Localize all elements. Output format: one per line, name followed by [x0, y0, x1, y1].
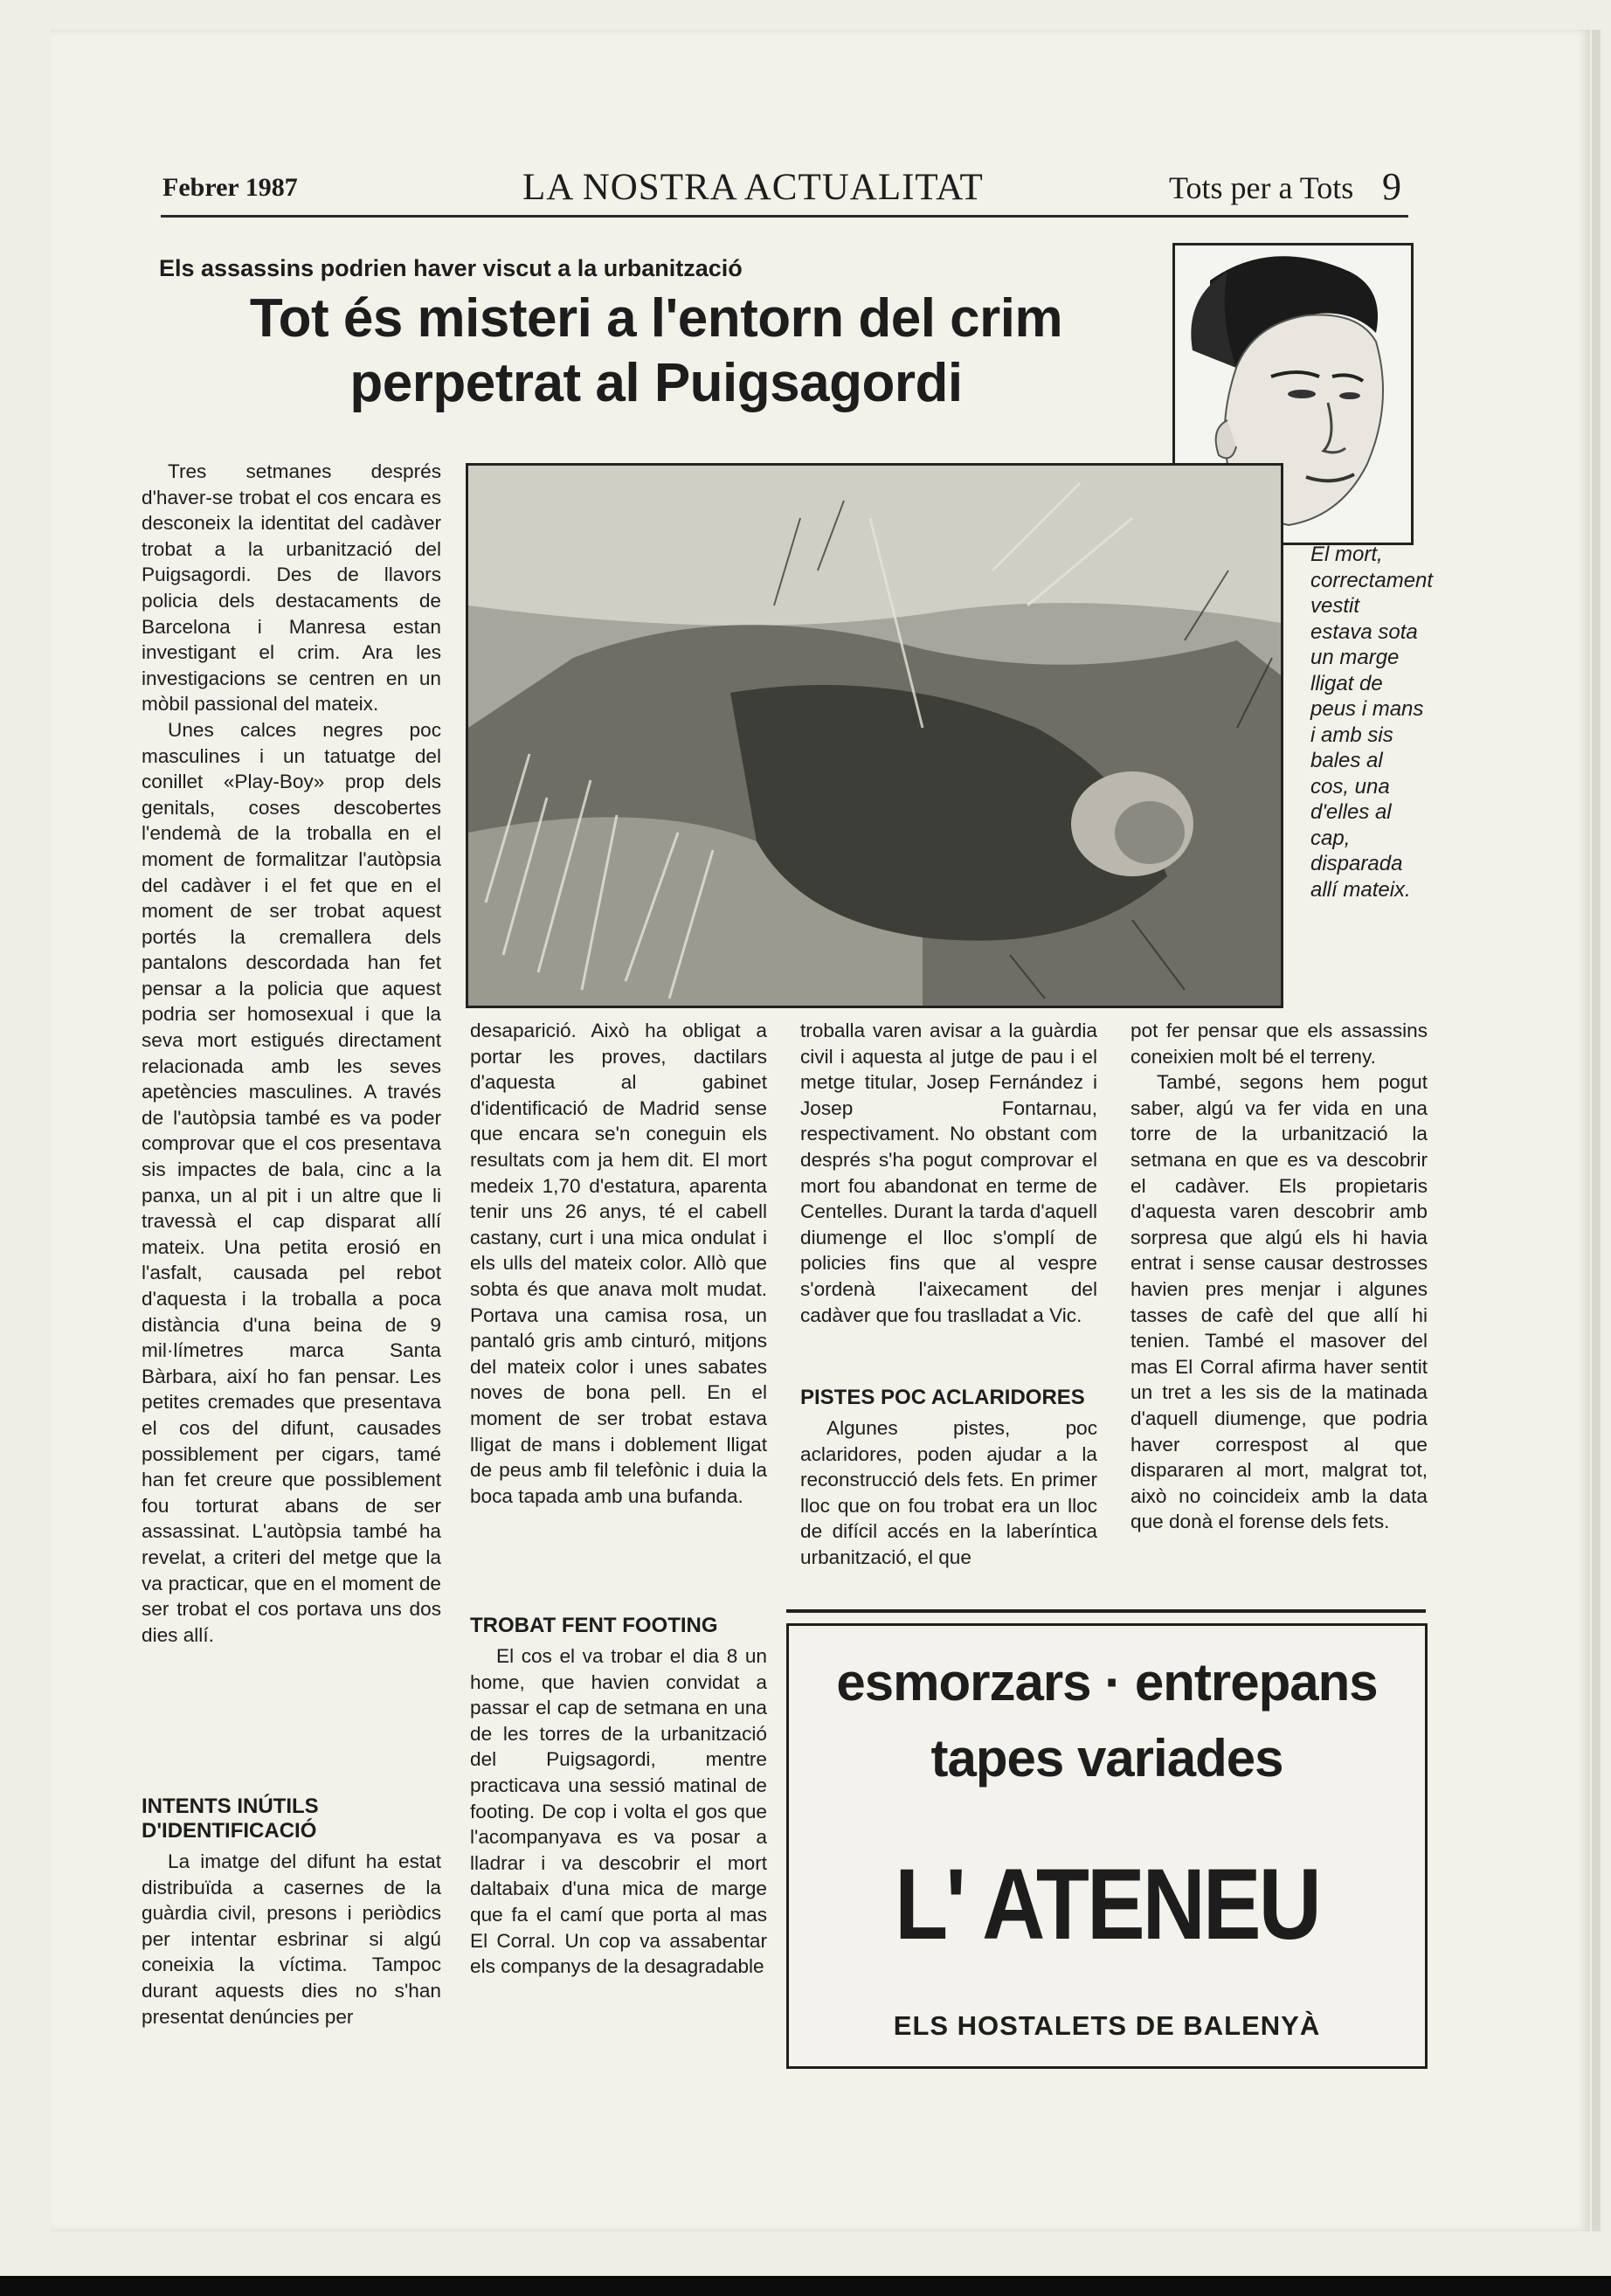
article-column-1-continued [142, 1795, 441, 2030]
article-headline [162, 287, 1150, 416]
header-rule [161, 215, 1408, 218]
paragraph: troballa varen avisar a la guàrdia civil i aquesta al jutge de pau i el metge titular, Josep Fernández i Josep Fontarnau, respectivament. No obstant com després s'ha pogut comprovar el mort fou abandonat en terme de Centelles. Durant la tarda d'aquell diumenge el lloc s'omplí de policies fins que al vespre s'ordenà l'aixecament del cadàver que fou traslladat a Vic. [800, 1020, 1097, 1326]
article-column-2-continued [470, 1614, 767, 1980]
article-column-3 [800, 1018, 1097, 1328]
advert-top-rule [786, 1609, 1426, 1613]
headline-line-2: perpetrat al Puigsagordi [349, 353, 963, 413]
scene-drawing [468, 466, 1281, 1006]
paragraph: Tres setmanes després d'haver-se trobat el cos encara es desconeix la identitat del cadàver trobat a la urbanització del Puigsagordi. Des de llavors policia dels destacaments de Barcelona i Manresa estan investigant el crim. Ara les investigacions se centren en un mòbil passional del mateix. [142, 460, 441, 716]
section-heading: PISTES POC ACLARIDORES [800, 1386, 1085, 1409]
article-column-2 [470, 1018, 767, 1509]
publication-name: Tots per a Tots [1169, 170, 1354, 205]
article-column-1 [142, 459, 441, 1648]
paragraph: Unes calces negres poc masculines i un tatuatge del conillet «Play-Boy» prop dels genitals, coses descobertes l'endemà de la troballa en el moment de formalitzar l'autòpsia del cadàver i el fet que en el moment de ser trobat aquest portés la cremallera dels pantalons descordada han fet pensar a la policia que aquest podria ser homosexual i que la seva mort estigués directament relacionada amb les seves apetències masculines. A través de l'autòpsia també es va poder comprovar que el cos presentava sis impactes de bala, cinc a la panxa, un al pit i un altre que li travessà el cap disparat allí mateix. Una petita erosió en l'asfalt, causada pel rebot d'aquesta i la troballa a poca distància d'una beina de 9 mil·límetres marca Santa Bàrbara, així ho fan pensar. Les petites cremades que presentava el cos del difunt, causades possiblement per cigars, tamé han fet creure que possiblement fou torturat abans de ser assassinat. L'autòpsia també ha revelat, a criteri del metge que la va practicar, que en el moment de ser trobat el cos portava uns dos dies allí. [142, 718, 441, 1646]
scanner-bottom-strip [0, 2276, 1611, 2296]
page-number: 9 [1382, 165, 1401, 208]
section-heading: TROBAT FENT FOOTING [470, 1614, 718, 1637]
section-heading: INTENTS INÚTILS D'IDENTIFICACIÓ [142, 1795, 319, 1843]
paragraph: El cos el va trobar el dia 8 un home, que havien convidat a passar el cap de setmana en una de les torres de la urbanització del Puigsagordi, mentre practicava una sessió matinal de footing. De cop i volta el gos que l'acompanyava es va posar a lladrar i va descobrir el mort daltabaix d'una mica de marge que fa el camí que porta al mas El Corral. Un cop va assabentar els companys de la desagradable [470, 1645, 767, 1978]
paragraph: desaparició. Això ha obligat a portar les proves, dactilars d'aquesta al gabinet d'identificació de Madrid sense que encara se'n coneguin els resultats com ja hem dit. El mort medeix 1,70 d'estatura, aparenta tenir uns 26 anys, té el cabell castany, curt i una mica ondulat i els ulls del mateix color. Allò que sobta és que anava molt mudat. Portava una camisa rosa, un pantaló gris amb cinturó, mitjons del mateix color i unes sabates noves de bona pell. En el moment de ser trobat estava lligat de mans i doblement lligat de peus amb fil telefònic i duia la boca tapada amb una bufanda. [470, 1020, 767, 1507]
page-edge [1592, 30, 1601, 2231]
advertisement-box [786, 1623, 1428, 2069]
advert-location: ELS HOSTALETS DE BALENYÀ [893, 2010, 1321, 2041]
article-kicker: Els assassins podrien haver viscut a la urbanització [159, 255, 743, 281]
photo-caption: El mort, correctament vestit estava sota un marge lligat de peus i mans i amb sis bales al cos, una d'elles al cap, disparada allí mateix. [1310, 543, 1434, 902]
advert-line-1: esmorzars · entrepans [836, 1653, 1378, 1712]
article-column-4 [1130, 1018, 1428, 1535]
paragraph: També, segons hem pogut saber, algú va fer vida en una torre de la urbanització la setmana en que es va descobrir el cadàver. Els propietaris d'aquesta varen descobrir amb sorpresa que algú els hi havia entrat i sense causar destrosses havien pres menjar i algunes tasses de cafè del que allí hi tenien. També el masover del mas El Corral afirma haver sentit un tret a les sis de la matinada d'aquell diumenge, que podria haver correspost al que dispararen al mort, malgrat tot, això no coincideix amb la data que donà el forense dels fets. [1130, 1071, 1428, 1533]
crime-scene-photo [466, 463, 1283, 1008]
headline-line-1: Tot és misteri a l'entorn del crim [249, 288, 1063, 349]
paragraph: pot fer pensar que els assassins coneixien molt bé el terreny. [1130, 1020, 1428, 1068]
section-title: LA NOSTRA ACTUALITAT [522, 167, 984, 208]
advert-line-2: tapes variades [930, 1729, 1283, 1788]
paragraph: Algunes pistes, poc aclaridores, poden ajudar a la reconstrucció dels fets. En primer lloc que on fou trobat era un lloc de difícil accés en la laberíntica urbanització, el que [800, 1417, 1097, 1568]
issue-date: Febrer 1987 [162, 173, 298, 202]
article-column-3-continued [800, 1386, 1097, 1571]
paragraph: La imatge del difunt ha estat distribuïda a casernes de la guàrdia civil, presons i periòdics per intentar esbrinar si algú coneixia la víctima. Tampoc durant aquests dies no s'han presentat denúncies per [142, 1850, 441, 2028]
advert-business-name: L' ATENEU [895, 1848, 1319, 1961]
